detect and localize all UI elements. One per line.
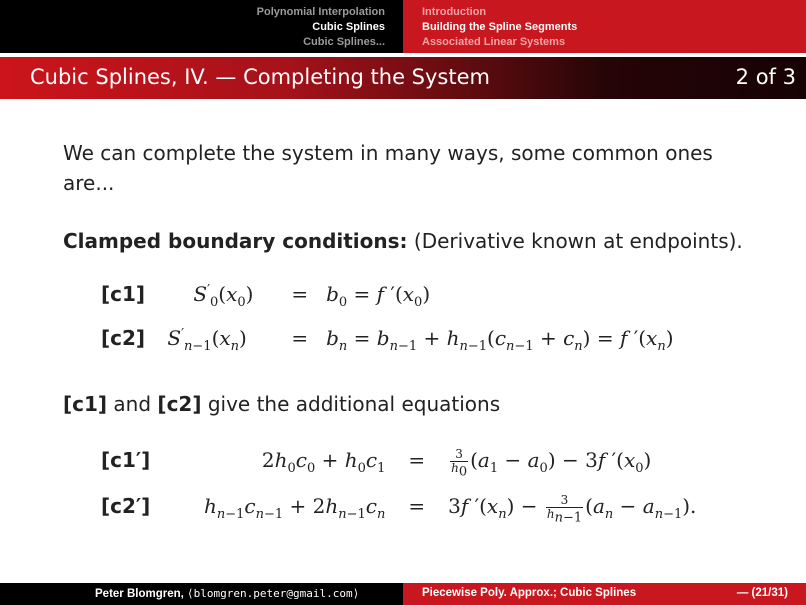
section-nav-left	[0, 0, 403, 53]
slide-title-bar	[0, 57, 806, 99]
clamped-heading: Clamped boundary conditions:	[63, 229, 408, 253]
clamped-note: (Derivative known at endpoints).	[413, 229, 743, 253]
slide-counter: 2 of 3	[735, 65, 796, 89]
equation-c1-tag: [c1]	[101, 282, 146, 306]
footer-author: Peter Blomgren,	[95, 588, 184, 600]
footer-email: ⟨blomgren.peter@gmail.com⟩	[187, 587, 360, 600]
equation-c1	[101, 282, 431, 310]
nav-link-cubic-splines[interactable]: Cubic Splines	[312, 21, 385, 33]
nav-link-introduction[interactable]: Introduction	[422, 6, 487, 18]
slide-title: Cubic Splines, IV. — Completing the System	[30, 65, 490, 89]
footer-topic: Piecewise Poly. Approx.; Cubic Splines	[422, 587, 637, 599]
equation-c2	[101, 326, 674, 354]
intro-paragraph: We can complete the system in many ways, some common ones are...	[63, 141, 713, 195]
sentence-rest: give the additional equations	[207, 392, 501, 416]
footer-topic-panel	[403, 583, 806, 605]
footer-page-number: — (21/31)	[736, 587, 788, 599]
slide-footer	[0, 583, 806, 605]
additional-equations-sentence	[63, 392, 500, 416]
equation-c1-prime-tag: [c1′]	[101, 448, 151, 472]
sentence-and: and	[113, 392, 152, 416]
equation-c1-prime-lhs: $2h_0c_0 + h_0c_1$	[261, 448, 386, 476]
equation-c1-eq: =	[291, 282, 309, 306]
sentence-c2-ref: [c2]	[157, 392, 202, 416]
sentence-c1-ref: [c1]	[63, 392, 108, 416]
equation-c1-prime-eq: =	[408, 448, 426, 472]
equation-c2-tag: [c2]	[101, 326, 146, 350]
equation-c2-prime-eq: =	[408, 494, 426, 518]
equation-c1-rhs: $b_0 = f$ $'(x_0)$	[326, 282, 431, 310]
subsection-nav-right	[403, 0, 806, 53]
nav-link-polynomial-interpolation[interactable]: Polynomial Interpolation	[256, 6, 385, 18]
equation-c2-prime-rhs: 3f $'(x_n)$ − $\frac{3}{h_{n-1}}$ $(a_n - a_{n-1})$.	[448, 493, 697, 526]
equation-c1-prime	[101, 447, 652, 480]
equation-c2-eq: =	[291, 326, 309, 350]
footer-author-panel	[0, 583, 403, 605]
section-navigation	[0, 0, 806, 53]
equation-c2-prime-tag: [c2′]	[101, 494, 151, 518]
clamped-heading-line	[63, 229, 743, 253]
equation-c2-prime	[101, 493, 697, 526]
slide-body	[63, 138, 763, 198]
equation-c1-prime-rhs: $\frac{3}{h_0}$ $(a_1 - a_0) - 3f$ $'(x_0)$	[451, 447, 652, 480]
nav-link-cubic-splines-more[interactable]: Cubic Splines...	[303, 36, 385, 48]
equation-c1-lhs: $S'_0(x_0)$	[193, 282, 254, 310]
equation-c2-lhs: $S'_{n-1}(x_n)$	[167, 326, 247, 354]
equation-c2-prime-lhs: $h_{n-1}c_{n-1} + 2h_{n-1}c_n$	[203, 494, 386, 522]
nav-link-associated-linear-systems[interactable]: Associated Linear Systems	[422, 36, 566, 48]
equation-c2-rhs: $b_n = b_{n-1} + h_{n-1}(c_{n-1} + c_n) = f$ $'(x_n)$	[326, 326, 674, 354]
nav-link-building-spline-segments[interactable]: Building the Spline Segments	[422, 21, 578, 33]
